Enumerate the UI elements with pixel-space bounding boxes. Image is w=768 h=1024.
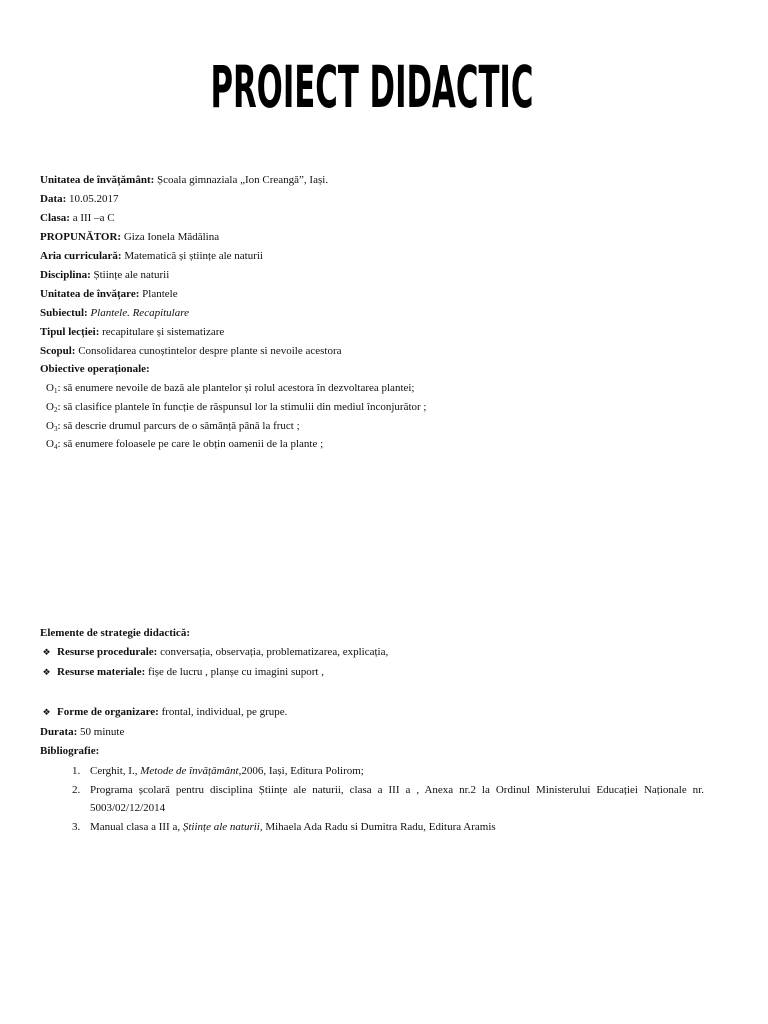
header-field bbox=[40, 306, 189, 320]
bibliography-pre: Programa școlară pentru disciplina Științe ale naturii, clasa a III a , Anexa nr.2 la Ordinul Ministerului Educației Naționale nr. 5003/02/12/2014 bbox=[90, 784, 704, 814]
field-value: Plantele bbox=[139, 288, 178, 300]
strategy-item bbox=[42, 645, 388, 659]
objective-item bbox=[46, 400, 426, 414]
objective-item bbox=[46, 437, 323, 451]
objective-item bbox=[46, 419, 300, 433]
bibliography-post: Mihaela Ada Radu si Dumitra Radu, Editura Aramis bbox=[262, 821, 496, 833]
strategy-value: conversația, observația, problematizarea, explicația, bbox=[157, 646, 389, 658]
strategy-value: fișe de lucru , planșe cu imagini suport , bbox=[145, 666, 324, 678]
strategy-item bbox=[42, 705, 287, 719]
field-label: Data: bbox=[40, 193, 67, 205]
header-field bbox=[40, 249, 263, 263]
objective-text: să descrie drumul parcurs de o sămânță până la fruct ; bbox=[60, 420, 300, 432]
header-field bbox=[40, 230, 219, 244]
bibliography-title: Științe ale naturii, bbox=[182, 821, 263, 833]
strategy-label: Forme de organizare: bbox=[57, 706, 159, 718]
field-value: recapitulare și sistematizare bbox=[99, 326, 225, 338]
field-label: Unitatea de învățare: bbox=[40, 288, 140, 300]
strategy-heading: Elemente de strategie didactică: bbox=[40, 627, 190, 639]
bibliography-pre: Cerghit, I., bbox=[90, 765, 141, 777]
diamond-bullet-icon: ❖ bbox=[42, 647, 51, 657]
field-label: Unitatea de învățământ: bbox=[40, 174, 155, 186]
objective-code: O bbox=[46, 420, 54, 432]
bibliography-number: 2. bbox=[72, 784, 81, 796]
objective-code: O bbox=[46, 438, 54, 450]
duration-line bbox=[40, 725, 124, 739]
bibliography-title: Metode de învățământ bbox=[140, 765, 239, 777]
diamond-bullet-icon: ❖ bbox=[42, 667, 51, 677]
objective-index: 2 bbox=[53, 406, 58, 414]
objective-code: O bbox=[46, 382, 54, 394]
field-value: Plantele. Recapitulare bbox=[87, 307, 189, 319]
strategy-value: frontal, individual, pe grupe. bbox=[158, 706, 288, 718]
bibliography-text bbox=[90, 781, 704, 817]
field-value: Giza Ionela Mădălina bbox=[121, 231, 220, 243]
field-value: a III –a C bbox=[69, 212, 115, 224]
objective-code: O bbox=[46, 401, 54, 413]
objective-index: 4 bbox=[53, 443, 58, 451]
bibliography-item bbox=[72, 762, 704, 780]
field-label: PROPUNĂTOR: bbox=[40, 231, 122, 243]
objective-index: 1 bbox=[53, 387, 58, 395]
objective-text: să enumere foloasele pe care le obțin oamenii de la plante ; bbox=[60, 438, 324, 450]
header-field bbox=[40, 287, 178, 301]
bibliography-item bbox=[72, 818, 704, 836]
field-label: Disciplina: bbox=[40, 269, 91, 281]
bibliography-item bbox=[72, 781, 704, 817]
diamond-bullet-icon: ❖ bbox=[42, 707, 51, 717]
strategy-label: Resurse procedurale: bbox=[57, 646, 158, 658]
header-field bbox=[40, 268, 169, 282]
field-value: Științe ale naturii bbox=[90, 269, 170, 281]
field-value: Matematică și științe ale naturii bbox=[121, 250, 263, 262]
objective-separator: : bbox=[57, 401, 61, 413]
header-field bbox=[40, 325, 224, 339]
header-field bbox=[40, 344, 342, 358]
bibliography-pre: Manual clasa a III a, bbox=[90, 821, 183, 833]
title-text: PROIECT DIDACTIC bbox=[210, 55, 534, 122]
bibliography-text bbox=[90, 762, 704, 780]
objectives-heading: Obiective operaționale: bbox=[40, 363, 150, 375]
objective-separator: : bbox=[57, 382, 61, 394]
field-label: Tipul lecției: bbox=[40, 326, 100, 338]
objective-separator: : bbox=[57, 420, 61, 432]
field-label: Subiectul: bbox=[40, 307, 88, 319]
objective-item bbox=[46, 381, 415, 395]
bibliography-number: 1. bbox=[72, 765, 81, 777]
field-value: 10.05.2017 bbox=[66, 193, 119, 205]
document-title bbox=[200, 55, 545, 134]
objective-index: 3 bbox=[53, 425, 58, 433]
field-value: Școala gimnaziala „Ion Creangă”, Iași. bbox=[154, 174, 329, 186]
bibliography-post: ,2006, Iași, Editura Polirom; bbox=[238, 765, 364, 777]
strategy-item bbox=[42, 665, 324, 679]
header-field bbox=[40, 192, 119, 206]
objective-separator: : bbox=[57, 438, 61, 450]
field-label: Aria curriculară: bbox=[40, 250, 122, 262]
bibliography-number: 3. bbox=[72, 821, 81, 833]
bibliography-text bbox=[90, 818, 704, 836]
objective-text: să enumere nevoile de bază ale plantelor și rolul acestora în dezvoltarea plantei; bbox=[60, 382, 415, 394]
objective-text: să clasifice plantele în funcție de răspunsul lor la stimulii din mediul înconjurător ; bbox=[60, 401, 427, 413]
field-value: Consolidarea cunoștintelor despre plante si nevoile acestora bbox=[75, 345, 342, 357]
duration-label: Durata: bbox=[40, 726, 78, 738]
field-label: Clasa: bbox=[40, 212, 70, 224]
header-field bbox=[40, 211, 115, 225]
title-wordart bbox=[200, 55, 545, 134]
strategy-label: Resurse materiale: bbox=[57, 666, 146, 678]
header-field bbox=[40, 173, 328, 187]
field-label: Scopul: bbox=[40, 345, 76, 357]
bibliography-heading: Bibliografie: bbox=[40, 745, 100, 757]
duration-value: 50 minute bbox=[77, 726, 125, 738]
